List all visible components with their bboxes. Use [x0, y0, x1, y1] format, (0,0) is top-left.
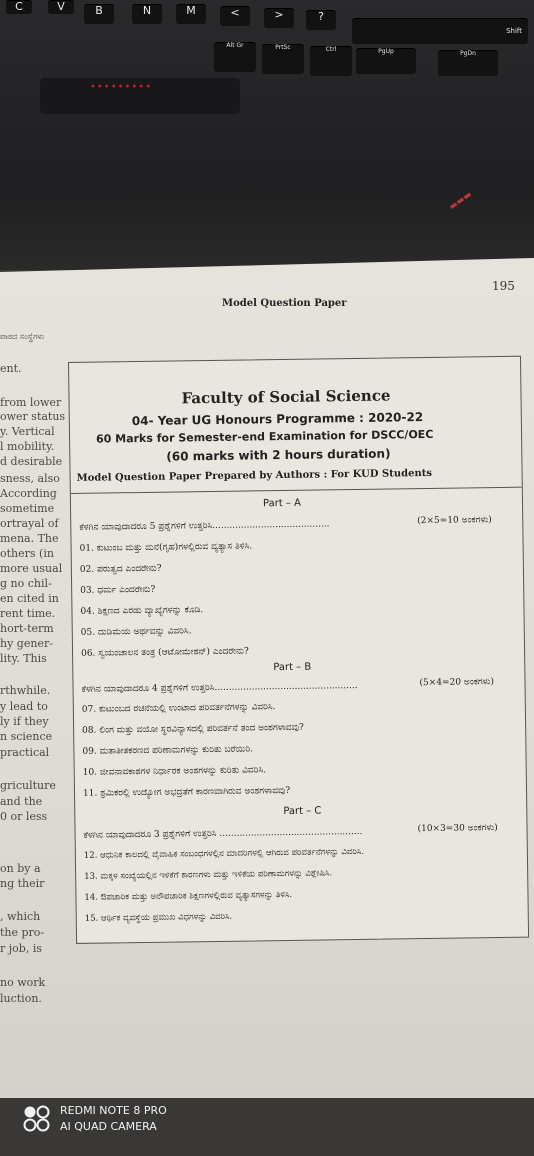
- exam-line: 60 Marks for Semester-end Examination for DSCC/OEC: [95, 427, 434, 446]
- bleed-text-19: lity. This: [0, 652, 47, 665]
- bleed-text-4: y. Vertical: [0, 425, 55, 438]
- quad-camera-icon: [22, 1105, 52, 1133]
- question-14: 14. ಔಪಚಾರಿಕ ಮತ್ತು ಅನೌಪಚಾರಿಕ ಶಿಕ್ಷಣಗಳಲ್ಲಿರುವ ವ್ಯತ್ಯಾಸಗಳನ್ನು ತಿಳಿಸಿ.: [84, 889, 293, 903]
- bleed-text-28: on by a: [0, 862, 41, 875]
- bleed-text-17: hort-term: [0, 622, 54, 635]
- bleed-text-15: en cited in: [0, 592, 59, 605]
- bleed-text-32: r job, is: [0, 942, 42, 955]
- bleed-text-25: griculture: [0, 779, 56, 792]
- part-b-marks: (5×4=20 ಅಂಕಗಳು): [419, 677, 495, 689]
- bleed-text-16: rent time.: [0, 607, 56, 620]
- question-15: 15. ಆರ್ಥಿಕ ವ್ಯವಸ್ಥೆಯ ಪ್ರಮುಖ ವಿಧಗಳನ್ನು ವಿವರಿಸಿ.: [84, 911, 233, 924]
- duration-line: (60 marks with 2 hours duration): [166, 446, 391, 464]
- faculty-title: Faculty of Social Science: [181, 386, 391, 408]
- programme-line: 04- Year UG Honours Programme : 2020-22: [131, 410, 424, 429]
- divider: [71, 487, 522, 494]
- question-08: 08. ಲಿಂಗ ಮತ್ತು ವಯೋ ಸ್ಥರವಿನ್ಯಾಸದಲ್ಲಿ ಪರಿವರ್ತನೆ ತಂದ ಅಂಶಗಳಾವವು?: [82, 722, 304, 736]
- question-09: 09. ಮತಾತೀತಕರಣದ ಪರಿಣಾಮಗಳನ್ನು ಕುರಿತು ಬರೆಯಿರಿ.: [82, 744, 253, 757]
- question-13: 13. ಮಕ್ಕಳ ಸಂಖ್ಯೆಯಲ್ಲಿನ ಇಳಿಕೆಗೆ ಕಾರಣಗಳು ಮತ್ತು ಇಳಿಕೆಯ ಪರಿಣಾಮಗಳನ್ನು ವಿಶ್ಲೇಷಿಸಿ.: [84, 868, 333, 882]
- trackpad-red-dots: •••••••••: [90, 82, 153, 93]
- bleed-text-24: practical: [0, 746, 50, 759]
- bleed-text-7: sness, also: [0, 472, 60, 485]
- bleed-text-31: the pro-: [0, 926, 45, 939]
- key-shift: Shift: [352, 18, 528, 44]
- key-question: ?: [306, 10, 336, 30]
- key-prtsc: PrtSc: [262, 44, 304, 74]
- bleed-text-22: ly if they: [0, 715, 49, 728]
- part-a-marks: (2×5=10 ಅಂಕಗಳು): [417, 515, 492, 527]
- question-10: 10. ಜೀವನಾವಕಾಶಗಳ ನಿರ್ಧಾರಕ ಅಂಶಗಳನ್ನು ಕುರಿತು ವಿವರಿಸಿ.: [82, 765, 267, 778]
- bleed-text-12: others (in: [0, 547, 54, 560]
- bleed-text-21: y lead to: [0, 700, 48, 713]
- key-n: N: [132, 4, 162, 24]
- bleed-text-2: from lower: [0, 396, 62, 409]
- bleed-text-23: n science: [0, 730, 53, 743]
- bleed-text-20: rthwhile.: [0, 684, 51, 697]
- laptop-brand-logo: ▬▬▬: [447, 189, 475, 213]
- bleed-text-1: ent.: [0, 362, 22, 375]
- question-02: 02. ಪರುತ್ವದ ಎಂದರೇನು?: [79, 563, 162, 575]
- bleed-text-3: ower status: [0, 410, 66, 423]
- bleed-text-11: mena. The: [0, 532, 59, 545]
- key-ctrl: Ctrl: [310, 46, 352, 76]
- key-c: C: [6, 0, 32, 14]
- part-c-marks: (10×3=30 ಅಂಕಗಳು): [417, 823, 498, 835]
- prepared-line: Model Question Paper Prepared by Authors : For KUD Students: [76, 467, 433, 484]
- question-03: 03. ಧರ್ಮ ಎಂದರೇನು?: [80, 584, 156, 596]
- question-12: 12. ಆಧುನಿಕ ಕಾಲದಲ್ಲಿ ವೈವಾಹಿಕ ಸಂಬಂಧಗಳಲ್ಲಿನ ಮಾದರಿಗಳಲ್ಲಿ ಆಗಿರುವ ಪರಿವರ್ತನೆಗಳನ್ನು ವಿವರಿಸಿ.: [83, 846, 365, 861]
- part-a-instruction: ಕೆಳಗಿನ ಯಾವುದಾದರೂ 5 ಪ್ರಶ್ನೆಗಳಿಗೆ ಉತ್ತರಿಸಿ.........................................: [79, 519, 330, 533]
- key-v: V: [48, 0, 74, 14]
- key-b: B: [84, 4, 114, 24]
- question-11: 11. ಶ್ರಮಿಕರಲ್ಲಿ ಉದ್ಯೋಗ ಅಭದ್ರತೆಗೆ ಕಾರಣವಾಗಿರುವ ಅಂಶಗಳಾವವು?: [82, 785, 291, 799]
- bleed-text-26: and the: [0, 795, 43, 808]
- page-number: 195: [492, 279, 515, 293]
- part-c-instruction: ಕೆಳಗಿನ ಯಾವುದಾದರೂ 3 ಪ್ರಶ್ನೆಗಳಿಗೆ ಉತ್ತರಿಸಿ ..................................................: [83, 826, 363, 841]
- laptop-keyboard: [0, 0, 534, 270]
- camera-model: REDMI NOTE 8 PRO: [60, 1104, 167, 1117]
- trackpad: [40, 78, 240, 114]
- bleed-text-10: ortrayal of: [0, 517, 59, 530]
- key-less-than: <: [220, 6, 250, 26]
- bleed-text-30: , which: [0, 910, 41, 923]
- key-greater-than: >: [264, 8, 294, 28]
- bleed-text-18: hy gener-: [0, 637, 53, 650]
- bleed-text-6: d desirable: [0, 455, 63, 468]
- bleed-text-8: According: [0, 487, 57, 500]
- question-07: 07. ಕುಟುಂಬದ ರಚನೆಯಲ್ಲಿ ಉಂಟಾದ ಪರಿವರ್ತನೆಗಳನ್ನು ವಿವರಿಸಿ.: [81, 702, 276, 715]
- question-01: 01. ಕುಟುಂಬ ಮತ್ತು ಮನೆ(ಗೃಹ)ಗಳಲ್ಲಿರುವ ವ್ಯತ್ಯಾಸ ತಿಳಿಸಿ.: [79, 541, 253, 554]
- bleed-text-33: no work: [0, 976, 46, 989]
- key-pgdn: PgDn: [438, 50, 498, 76]
- part-c-title: Part – C: [283, 805, 322, 818]
- part-b-title: Part – B: [273, 661, 312, 674]
- bleed-text-14: g no chil-: [0, 577, 52, 590]
- key-m: M: [176, 4, 206, 24]
- question-06: 06. ಸ್ವಯಂಚಾಲನ ತಂತ್ರ (ಆಟೋಮೇಶನ್) ಎಂದರೇನು?: [81, 646, 249, 659]
- bleed-text-9: sometime: [0, 502, 55, 515]
- question-04: 04. ಶಿಕ್ಷಣದ ಎರಡು ವ್ಯಾಖ್ಯೆಗಳನ್ನು ಕೊಡಿ.: [80, 605, 204, 617]
- running-header: Model Question Paper: [222, 298, 347, 309]
- bleed-text-27: 0 or less: [0, 810, 48, 823]
- bleed-text-13: more usual: [0, 562, 63, 575]
- question-paper-box: [68, 356, 529, 944]
- part-a-title: Part – A: [262, 497, 302, 510]
- question-05: 05. ದುಡಿಮೆಯ ಅರ್ಥವನ್ನು ವಿವರಿಸಿ.: [80, 626, 192, 638]
- bleed-text-29: ng their: [0, 877, 45, 890]
- bleed-text-34: luction.: [0, 992, 42, 1005]
- bleed-text-5: l mobility.: [0, 440, 55, 453]
- camera-label: AI QUAD CAMERA: [60, 1120, 157, 1133]
- key-pgup: PgUp: [356, 48, 416, 74]
- bleed-text-0: ಪಾಠದ ಸಂಸ್ಥೆಗಳು: [0, 332, 45, 341]
- key-altgr: Alt Gr: [214, 42, 256, 72]
- part-b-instruction: ಕೆಳಗಿನ ಯಾವುದಾದರೂ 4 ಪ್ರಶ್ನೆಗಳಿಗೆ ಉತ್ತರಿಸಿ..................................................: [81, 680, 358, 695]
